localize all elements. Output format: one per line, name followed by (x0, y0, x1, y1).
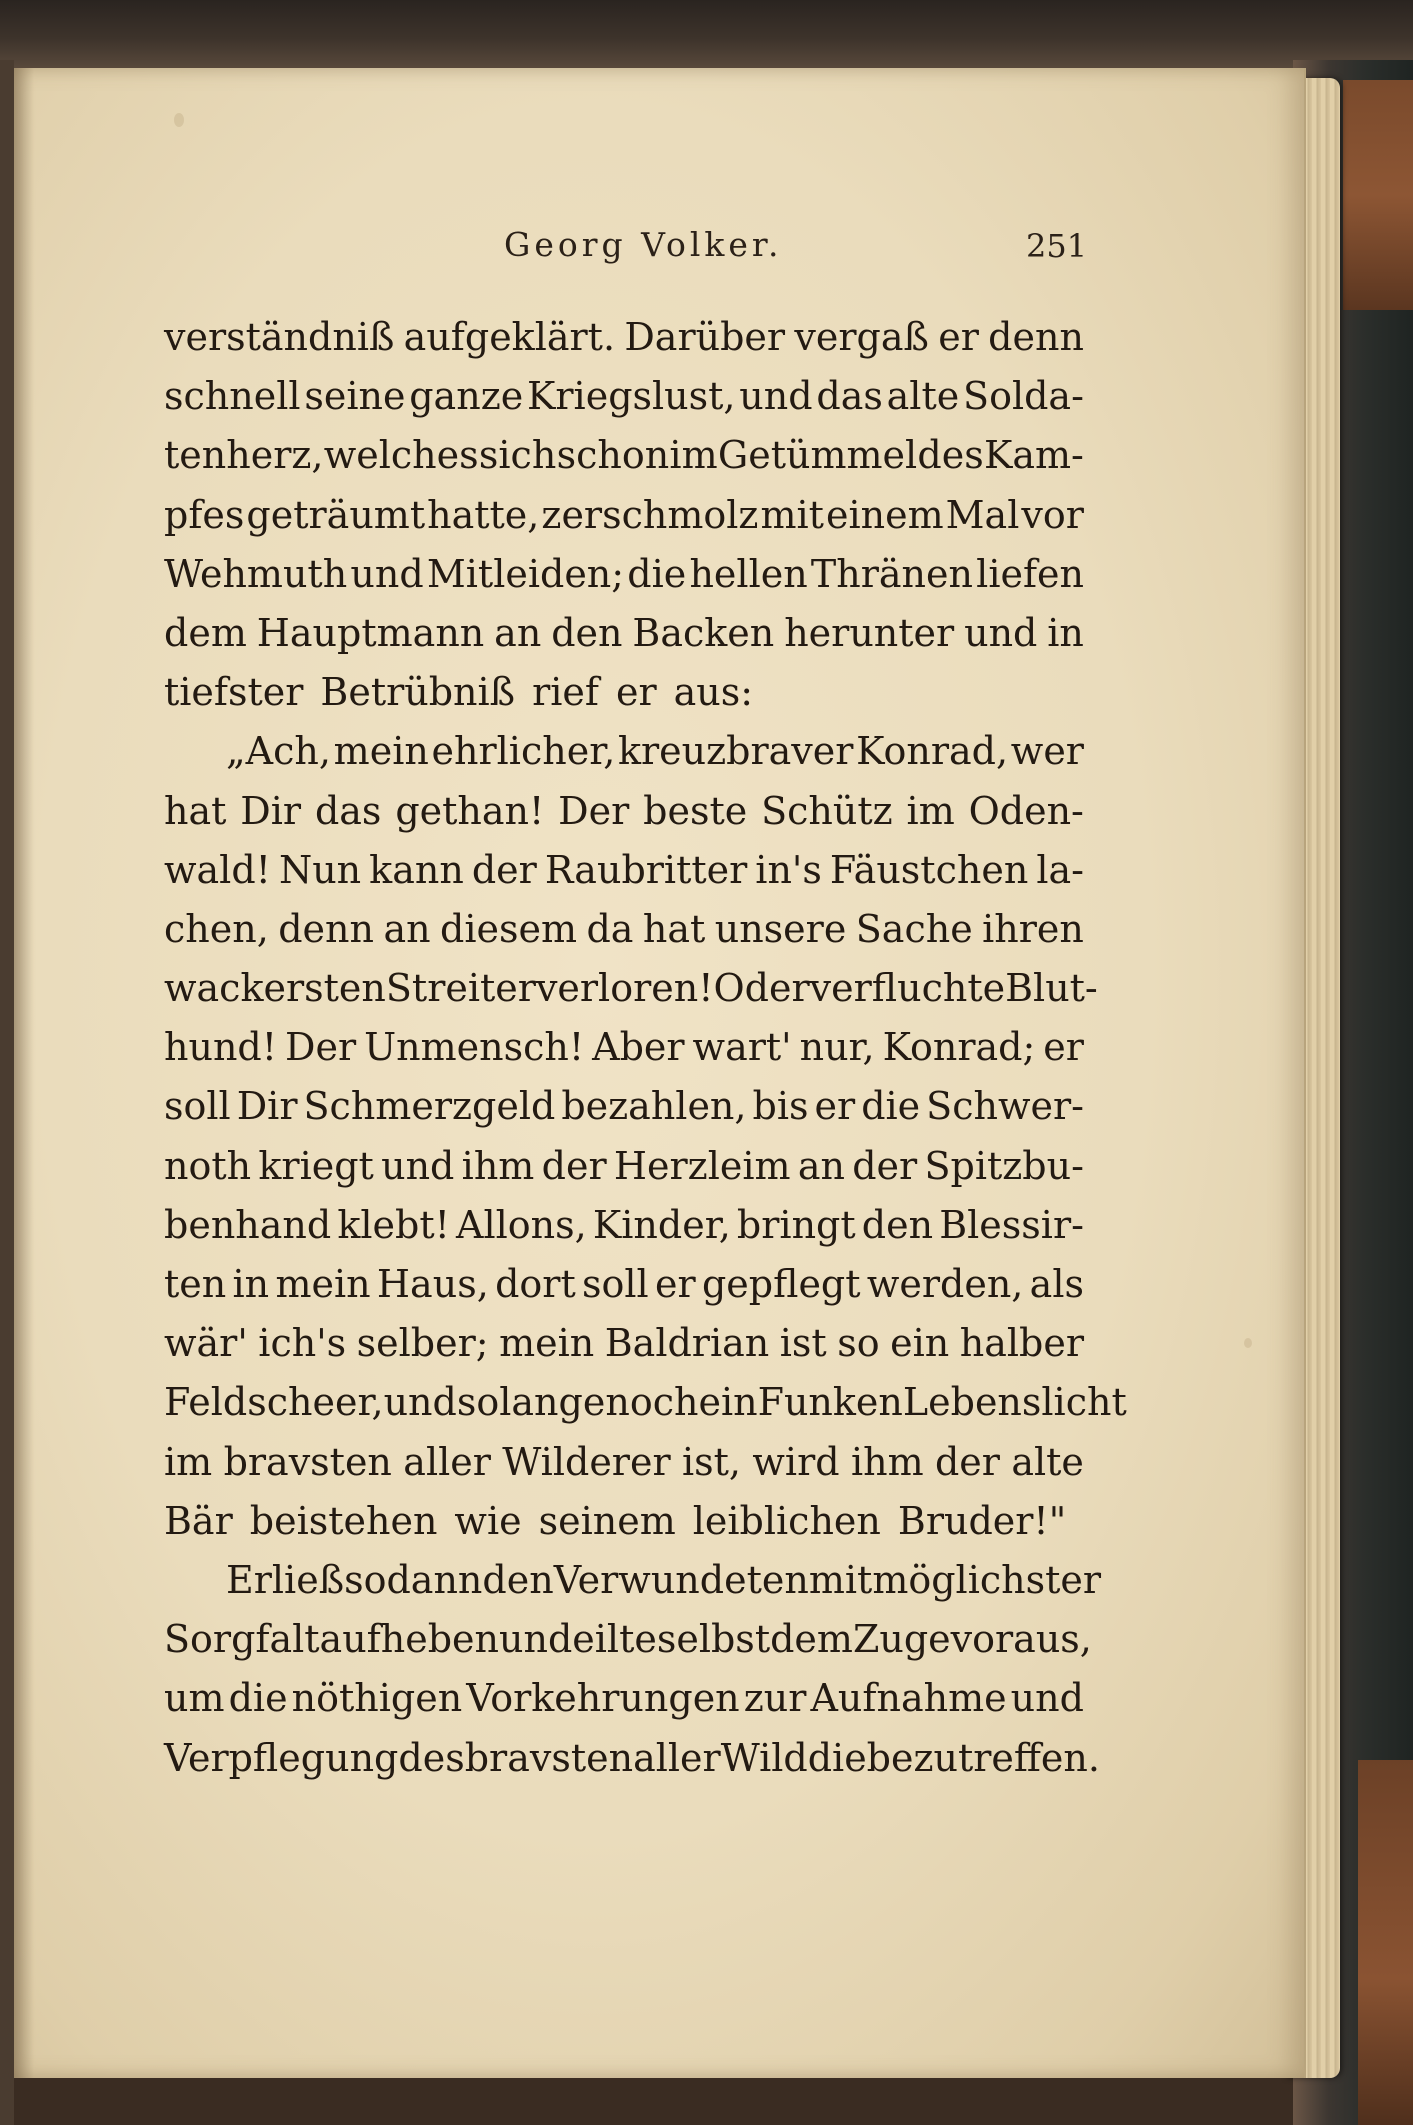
word: Backen (632, 610, 775, 655)
word: Wehmuth (164, 551, 348, 596)
word: Konrad; (882, 1025, 1036, 1070)
word: des (917, 433, 984, 478)
word: und (964, 610, 1038, 655)
word: und (499, 1617, 573, 1662)
text-line (164, 367, 1084, 426)
text-line (164, 604, 1084, 663)
word: der (471, 847, 537, 892)
word: ganze (409, 374, 524, 419)
word: ten (164, 1262, 227, 1306)
text-line (164, 426, 1084, 485)
word: geträumt (246, 492, 426, 537)
word: ließ (271, 1557, 345, 1602)
word: hatte, (427, 492, 540, 537)
word: so (456, 1380, 500, 1425)
word: ihm (850, 1439, 924, 1484)
word: selbst (656, 1617, 771, 1662)
word: des (398, 1735, 465, 1780)
word: sodann (344, 1557, 483, 1602)
word: hat (642, 906, 706, 951)
word: bringt (736, 1202, 856, 1247)
word: wär' (164, 1321, 248, 1366)
word: hund! (164, 1025, 278, 1070)
word: rief (532, 670, 599, 715)
word: aller (403, 1439, 491, 1484)
word: bezahlen, (561, 1084, 747, 1129)
word: gethan! (395, 788, 545, 833)
word: dem (770, 1617, 853, 1662)
word: kann (369, 847, 464, 892)
word: Feldscheer, (164, 1380, 384, 1425)
text-line (164, 1433, 1084, 1492)
word: tenherz, (164, 433, 324, 478)
word: Dir (236, 1084, 298, 1129)
word: in's (755, 847, 822, 892)
word: klebt! (337, 1202, 450, 1247)
word: Schwer- (926, 1084, 1084, 1129)
word: benhand (164, 1202, 332, 1247)
word: Allons, (456, 1202, 587, 1247)
text-line (164, 1729, 1100, 1788)
word: mein (499, 1321, 595, 1366)
word: welches (323, 433, 479, 478)
word: ehrlicher, (431, 729, 616, 774)
word: unsere (714, 906, 847, 951)
word: Unmensch! (364, 1025, 585, 1070)
text-line (164, 1551, 1102, 1610)
word: vergaß (794, 315, 929, 359)
word: Konrad, (856, 729, 1009, 774)
word: ein (890, 1321, 950, 1366)
word: Vorkehrungen (466, 1676, 740, 1721)
word: diesem (440, 906, 578, 951)
word: aller (633, 1735, 721, 1780)
word: den (551, 610, 623, 655)
word: die (627, 551, 687, 596)
word: schnell (164, 374, 301, 419)
word: Dir (240, 788, 302, 833)
word: Raubritter (544, 847, 748, 892)
word: hellen (689, 551, 808, 596)
word: und (739, 374, 813, 419)
word: Bär (164, 1498, 233, 1543)
word: mein (333, 729, 429, 774)
word: im (164, 1439, 213, 1484)
text-line (164, 1610, 1092, 1669)
word: Kriegslust, (527, 374, 736, 419)
word: Lebenslicht (902, 1380, 1127, 1425)
word: treffen. (958, 1735, 1100, 1780)
word: herunter (784, 610, 955, 655)
word: noch (605, 1380, 699, 1425)
word: Verwundeten (553, 1557, 809, 1602)
text-line (164, 1018, 1084, 1077)
word: schon (556, 433, 670, 478)
word: pfes (164, 492, 245, 537)
word: Zuge (852, 1617, 951, 1662)
word: Kam- (983, 433, 1084, 478)
word: in (1047, 610, 1084, 655)
text-line (164, 545, 1084, 604)
word: ich's (258, 1321, 347, 1366)
word: ihm (461, 1143, 535, 1188)
book-page (14, 68, 1306, 2078)
word: ein (698, 1380, 758, 1425)
word: an (797, 1143, 845, 1188)
text-line (164, 900, 1084, 959)
word: O (713, 966, 745, 1011)
word: seine (304, 374, 406, 419)
leather-corner-bottom (1358, 1760, 1413, 2125)
word: wart' (692, 1025, 792, 1070)
scanner-background-top (0, 0, 1413, 70)
text-line (164, 722, 1084, 781)
word: Getümmel (717, 433, 918, 478)
text-line (164, 1255, 1084, 1314)
word: beste (643, 788, 748, 833)
word: halber (959, 1321, 1084, 1366)
word: bravsten (223, 1439, 392, 1484)
word: soll (582, 1262, 649, 1306)
text-line (164, 1373, 1127, 1432)
word: den (482, 1557, 554, 1602)
word: voraus, (950, 1617, 1092, 1662)
word: Wilddiebe (720, 1735, 914, 1780)
word: Wilderer (502, 1439, 671, 1484)
word: hat (164, 788, 227, 833)
word: noth (164, 1143, 252, 1188)
text-line (164, 782, 1084, 841)
text-line (164, 1314, 1084, 1373)
word: soll (164, 1084, 231, 1129)
page-header (14, 225, 1304, 285)
word: und (350, 551, 424, 596)
word: tiefster (164, 670, 304, 715)
word: denn (988, 315, 1084, 359)
word: verfluchte (809, 966, 1006, 1011)
word: im (669, 433, 718, 478)
word: mit (808, 1557, 873, 1602)
word: Oden- (968, 788, 1084, 833)
word: Er (226, 1557, 272, 1602)
word: zerschmolz (541, 492, 759, 537)
word: Aufnahme (810, 1676, 1007, 1721)
word: da (586, 906, 634, 951)
text-line (164, 308, 1084, 367)
word: im (906, 788, 955, 833)
text-line (164, 1669, 1084, 1728)
word: Der (558, 788, 630, 833)
word: kriegt (258, 1143, 374, 1188)
word: seinem (538, 1498, 676, 1543)
word: zur (743, 1676, 807, 1721)
word: mit (760, 492, 824, 537)
word: ist (779, 1321, 827, 1366)
word: verständniß (164, 315, 395, 359)
body-text (164, 308, 1127, 1788)
leather-corner-top (1343, 80, 1413, 310)
word: als (1029, 1262, 1084, 1306)
word: aufheben (319, 1617, 499, 1662)
word: dort (495, 1262, 576, 1306)
word: nöthigen (291, 1676, 463, 1721)
word: Blut- (1005, 966, 1098, 1011)
word: wer (1010, 729, 1084, 774)
text-line (164, 486, 1084, 545)
word: an (494, 610, 542, 655)
word: nur, (799, 1025, 875, 1070)
word: er (655, 1262, 696, 1306)
word: wie (454, 1498, 522, 1543)
page-number: 251 (1026, 227, 1088, 265)
paper-stain (174, 113, 184, 127)
word: das (314, 788, 382, 833)
word: Blessir- (939, 1202, 1084, 1247)
word: er (938, 315, 979, 359)
word: wald! (164, 847, 271, 892)
text-line (164, 663, 1084, 722)
text-line (164, 1137, 1084, 1196)
word: denn (278, 906, 374, 951)
word: alte (1011, 1439, 1084, 1484)
word: liefen (976, 551, 1084, 596)
word: Haus, (376, 1262, 489, 1306)
word: und (1010, 1676, 1084, 1721)
word: Schütz (761, 788, 893, 833)
word: „Ach, (226, 729, 331, 774)
word: dem (164, 610, 247, 655)
word: aus: (673, 670, 754, 715)
word: er (1043, 1025, 1084, 1070)
word: wackersten (164, 966, 386, 1011)
word: selber; (356, 1321, 489, 1366)
word: verloren! (535, 966, 714, 1011)
word: der (541, 1143, 607, 1188)
word: Mitleiden; (426, 551, 625, 596)
running-head: Georg Volker. (504, 225, 783, 264)
word: Thränen (810, 551, 973, 596)
word: Nun (278, 847, 362, 892)
word: Spitzbu- (924, 1143, 1084, 1188)
word: der (852, 1143, 918, 1188)
word: möglichster (872, 1557, 1102, 1602)
word: Der (285, 1025, 357, 1070)
word: Solda- (963, 374, 1084, 419)
word: einem (825, 492, 944, 537)
word: die (228, 1676, 288, 1721)
word: Aber (592, 1025, 685, 1070)
word: Baldrian (604, 1321, 770, 1366)
word: Funken (757, 1380, 903, 1425)
word: Verpflegung (164, 1735, 399, 1780)
word: und (383, 1380, 457, 1425)
word: an (383, 906, 431, 951)
word: Hauptmann (256, 610, 485, 655)
word: Streiter (385, 966, 536, 1011)
word: das (816, 374, 883, 419)
word: der (744, 966, 810, 1011)
word: Schmerzgeld (303, 1084, 556, 1129)
word: die (861, 1084, 921, 1129)
word: eilte (572, 1617, 657, 1662)
word: kreuzbraver (617, 729, 854, 774)
word: leiblichen (692, 1498, 881, 1543)
text-line (164, 841, 1084, 900)
word: ist, (682, 1439, 742, 1484)
word: Darüber (624, 315, 786, 359)
word: er (615, 670, 657, 715)
text-line (164, 959, 1098, 1018)
word: Herzleim (613, 1143, 791, 1188)
word: Fäustchen (829, 847, 1029, 892)
word: den (861, 1202, 934, 1247)
word: chen, (164, 906, 269, 951)
word: in (232, 1262, 270, 1306)
paper-stain (1244, 1338, 1252, 1348)
word: Bruder!" (897, 1498, 1067, 1543)
word: so (837, 1321, 880, 1366)
word: vor (1021, 492, 1084, 537)
word: und (381, 1143, 455, 1188)
word: wird (752, 1439, 840, 1484)
word: Betrübniß (320, 670, 516, 715)
word: werden, (866, 1262, 1024, 1306)
word: sich (478, 433, 557, 478)
word: Sorgfalt (164, 1617, 320, 1662)
word: lange (499, 1380, 606, 1425)
word: beistehen (249, 1498, 438, 1543)
word: er (814, 1084, 856, 1129)
word: zu (913, 1735, 958, 1780)
text-line (164, 1492, 1084, 1551)
word: aufgeklärt. (403, 315, 616, 359)
word: alte (886, 374, 960, 419)
word: bravsten (464, 1735, 634, 1780)
word: bis (752, 1084, 809, 1129)
word: der (934, 1439, 1000, 1484)
scanner-background-left (0, 60, 14, 2125)
word: ihren (982, 906, 1084, 951)
word: gepflegt (701, 1262, 861, 1306)
word: mein (275, 1262, 371, 1306)
word: um (164, 1676, 225, 1721)
word: Mal (945, 492, 1020, 537)
word: Kinder, (592, 1202, 731, 1247)
word: la- (1036, 847, 1084, 892)
text-line (164, 1196, 1084, 1255)
word: Sache (855, 906, 973, 951)
text-line (164, 1077, 1084, 1136)
